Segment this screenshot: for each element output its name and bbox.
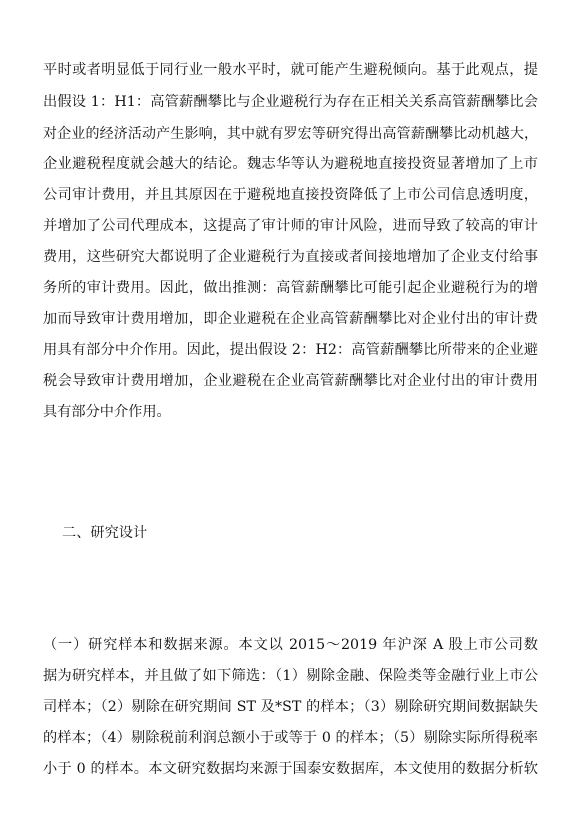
paragraph-1-line-4: 企业避税程度就会越大的结论。魏志华等认为避税地直接投资显著增加了上市 bbox=[43, 156, 538, 172]
paragraph-2-line-2: 据为研究样本，并且做了如下筛选：（1）剔除金融、保险类等金融行业上市公 bbox=[43, 668, 538, 684]
paragraph-1-line-5: 公司审计费用，并且其原因在于避税地直接投资降低了上市公司信息透明度， bbox=[43, 187, 538, 203]
paragraph-2-line-5: 小于 0 的样本。本文研究数据均来源于国泰安数据库，本文使用的数据分析软 bbox=[43, 761, 538, 777]
paragraph-1-line-6: 并增加了公司代理成本，这提高了审计师的审计风险，进而导致了较高的审计 bbox=[43, 218, 538, 234]
paragraph-2-line-1: （一）研究样本和数据来源。本文以 2015～2019 年沪深 A 股上市公司数 bbox=[43, 637, 538, 653]
paragraph-2-line-3: 司样本；（2）剔除在研究期间 ST 及*ST 的样本；（3）剔除研究期间数据缺失 bbox=[43, 699, 538, 715]
paragraph-1-line-9: 加而导致审计费用增加，即企业避税在企业高管薪酬攀比对企业付出的审计费 bbox=[43, 311, 538, 327]
paragraph-1-line-11: 税会导致审计费用增加，企业避税在企业高管薪酬攀比对企业付出的审计费用 bbox=[43, 373, 538, 389]
section-heading: 二、研究设计 bbox=[62, 525, 148, 541]
paragraph-1-line-8: 务所的审计费用。因此，做出推测：高管薪酬攀比可能引起企业避税行为的增 bbox=[43, 280, 538, 296]
paragraph-1-line-12: 具有部分中介作用。 bbox=[43, 404, 171, 420]
paragraph-2-line-4: 的样本；（4）剔除税前利润总额小于或等于 0 的样本；（5）剔除实际所得税率 bbox=[43, 730, 538, 746]
paragraph-1-line-3: 对企业的经济活动产生影响，其中就有罗宏等研究得出高管薪酬攀比动机越大， bbox=[43, 126, 538, 142]
paragraph-1-line-7: 费用，这些研究大都说明了企业避税行为直接或者间接地增加了企业支付给事 bbox=[43, 249, 538, 265]
paragraph-1-line-10: 用具有部分中介作用。因此，提出假设 2：H2：高管薪酬攀比所带来的企业避 bbox=[43, 342, 538, 358]
paragraph-1-line-2: 出假设 1：H1：高管薪酬攀比与企业避税行为存在正相关关系高管薪酬攀比会 bbox=[43, 94, 538, 110]
paragraph-1-line-1: 平时或者明显低于同行业一般水平时，就可能产生避税倾向。基于此观点，提 bbox=[43, 62, 538, 78]
